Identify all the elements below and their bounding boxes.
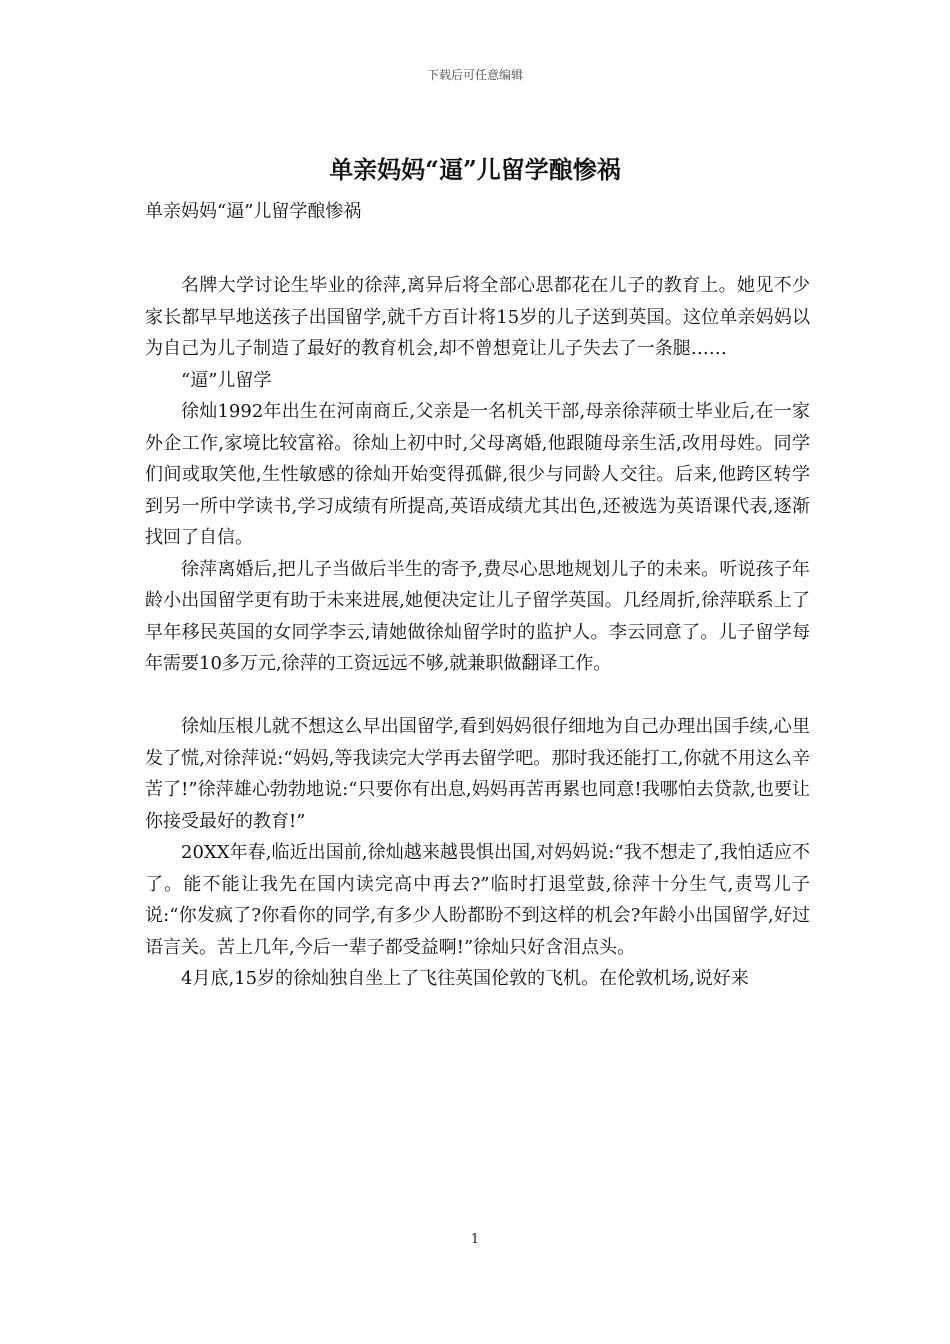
paragraph: 4月底,15岁的徐灿独自坐上了飞往英国伦敦的飞机。在伦敦机场,说好来 xyxy=(181,968,749,989)
paragraph: 徐灿压根儿就不想这么早出国留学,看到妈妈很仔细地为自己办理出国手续,心里发了慌,对徐萍说:“妈妈,等我读完大学再去留学吧。那时我还能打工,你就不用这么辛苦了!”徐萍雄心勃勃地说:“只要你有出息,妈妈再苦再累也同意!我哪怕去贷款,也要让你接受最好的教育!” xyxy=(145,716,810,832)
section-heading: “逼”儿留学 xyxy=(181,369,272,391)
page-number: 1 xyxy=(470,1232,480,1247)
document-title: 单亲妈妈“逼”儿留学酿惨祸 xyxy=(329,155,621,184)
document-subtitle: 单亲妈妈“逼”儿留学酿惨祸 xyxy=(145,201,362,222)
document-body xyxy=(145,270,810,995)
page-header: 下载后可任意编辑 xyxy=(426,68,523,82)
paragraph: 20XX年春,临近出国前,徐灿越来越畏惧出国,对妈妈说:“我不想走了,我怕适应不了。能不能让我先在国内读完高中再去?”临时打退堂鼓,徐萍十分生气,责骂儿子说:“你发疯了?你看你的同学,有多少人盼都盼不到这样的机会?年龄小出国留学,好过语言关。苦上几年,今后一辈子都受益啊!”徐灿只好含泪点头。 xyxy=(145,842,810,958)
paragraph: 徐灿1992年出生在河南商丘,父亲是一名机关干部,母亲徐萍硕士毕业后,在一家外企工作,家境比较富裕。徐灿上初中时,父母离婚,他跟随母亲生活,改用母姓。同学们间或取笑他,生性敏感的徐灿开始变得孤僻,很少与同龄人交往。后来,他跨区转学到另一所中学读书,学习成绩有所提高,英语成绩尤其出色,还被选为英语课代表,逐渐找回了自信。 xyxy=(145,401,810,548)
paragraph: 徐萍离婚后,把儿子当做后半生的寄予,费尽心思地规划儿子的未来。听说孩子年龄小出国留学更有助于未来进展,她便决定让儿子留学英国。几经周折,徐萍联系上了早年移民英国的女同学李云,请她做徐灿留学时的监护人。李云同意了。儿子留学每年需要10多万元,徐萍的工资远远不够,就兼职做翻译工作。 xyxy=(145,558,810,674)
paragraph: 名牌大学讨论生毕业的徐萍,离异后将全部心思都花在儿子的教育上。她见不少家长都早早地送孩子出国留学,就千方百计将15岁的儿子送到英国。这位单亲妈妈以为自己为儿子制造了最好的教育机会,却不曾想竟让儿子失去了一条腿…… xyxy=(145,275,810,359)
